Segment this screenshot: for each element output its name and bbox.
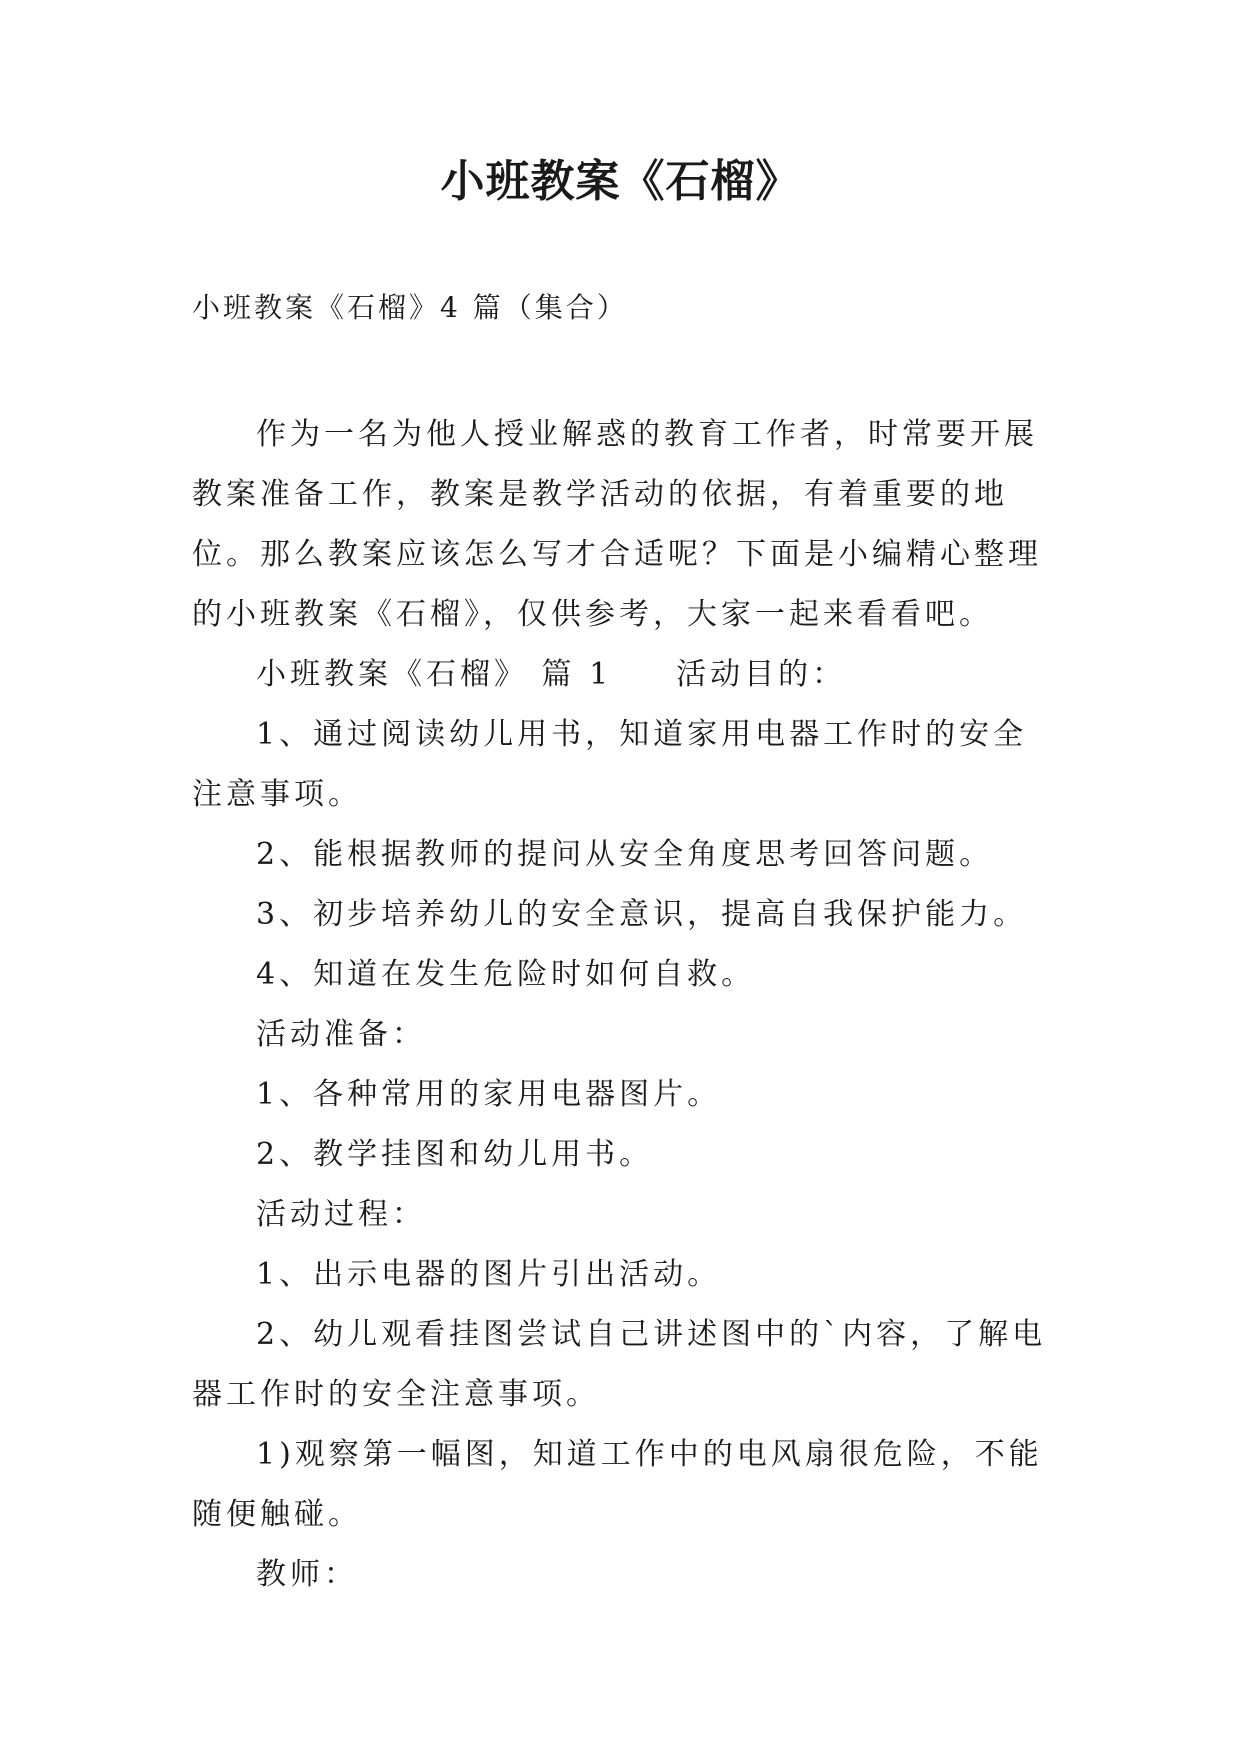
process-heading: 活动过程： — [256, 1197, 426, 1232]
process-item: 1、出示电器的图片引出活动。 — [256, 1257, 722, 1292]
process-subitem: 1)观察第一幅图，知道工作中的电风扇很危险，不能随便触碰。 — [192, 1437, 1043, 1532]
teacher-label: 教师： — [256, 1557, 358, 1592]
objective-item: 3、初步培养幼儿的安全意识，提高自我保护能力。 — [256, 897, 1028, 932]
objective-item: 1、通过阅读幼儿用书，知道家用电器工作时的安全注意事项。 — [192, 717, 1028, 812]
section-title: 小班教案《石榴》 篇 1 — [256, 657, 613, 692]
section-label: 活动目的： — [676, 657, 847, 692]
intro-paragraph: 作为一名为他人授业解惑的教育工作者，时常要开展教案准备工作，教案是教学活动的依据，有着重要的地位。那么教案应该怎么写才合适呢？下面是小编精心整理的小班教案《石榴》，仅供参考，大家一起来看看吧。 — [192, 417, 1042, 632]
preparation-item: 2、教学挂图和幼儿用书。 — [256, 1137, 654, 1172]
preparation-heading: 活动准备： — [256, 1017, 426, 1052]
objective-item: 4、知道在发生危险时如何自救。 — [256, 957, 756, 992]
section-heading — [192, 645, 1052, 705]
document-title: 小班教案《石榴》 — [440, 156, 801, 207]
preparation-item: 1、各种常用的家用电器图片。 — [256, 1077, 722, 1112]
document-subtitle: 小班教案《石榴》4 篇（集合） — [192, 291, 628, 324]
process-item: 2、幼儿观看挂图尝试自己讲述图中的`内容，了解电器工作时的安全注意事项。 — [192, 1317, 1047, 1412]
document-body — [192, 405, 1052, 1605]
objective-item: 2、能根据教师的提问从安全角度思考回答问题。 — [256, 837, 994, 872]
